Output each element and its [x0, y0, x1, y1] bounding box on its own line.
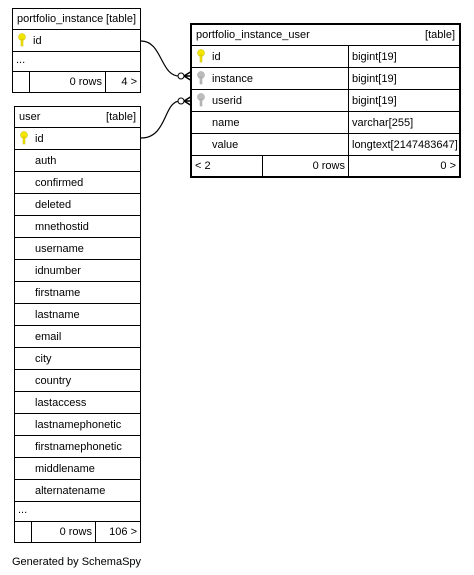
column-name: firstnamephonetic: [35, 441, 122, 453]
table-kind: [table]: [425, 29, 455, 41]
table-header: [15, 107, 140, 128]
column-name: userid: [212, 95, 242, 107]
column-row[interactable]: [15, 348, 140, 370]
table-name: portfolio_instance_user: [196, 29, 310, 41]
column-row[interactable]: [15, 172, 140, 194]
column-row[interactable]: [15, 436, 140, 458]
table-footer: [192, 156, 459, 176]
column-row[interactable]: [15, 392, 140, 414]
column-row-value[interactable]: [192, 134, 459, 156]
column-name: confirmed: [35, 177, 84, 189]
table-user[interactable]: [14, 106, 141, 543]
table-kind: [table]: [106, 111, 136, 123]
row-count: 0 rows: [59, 526, 92, 538]
table-name: user: [19, 111, 41, 123]
column-row-id[interactable]: [192, 46, 459, 68]
column-name: value: [212, 139, 239, 151]
column-type: longtext[2147483647]: [352, 139, 458, 151]
table-footer: [15, 522, 140, 542]
column-row[interactable]: [15, 194, 140, 216]
column-name: country: [35, 375, 72, 387]
relation-end-circle-instance: [178, 73, 184, 79]
column-type: varchar[255]: [352, 117, 414, 129]
table-name: portfolio_instance: [17, 13, 104, 25]
row-count: 0 rows: [69, 76, 102, 88]
children-count[interactable]: 106 >: [109, 526, 137, 538]
column-row[interactable]: [15, 216, 140, 238]
parents-count[interactable]: < 2: [195, 160, 211, 172]
column-name: lastname: [35, 309, 80, 321]
column-row[interactable]: [15, 414, 140, 436]
relation-line-userid: [141, 101, 181, 138]
column-name: name: [212, 117, 240, 129]
column-row[interactable]: [15, 150, 140, 172]
column-type: bigint[19]: [352, 95, 397, 107]
foreign-key-icon: [196, 71, 206, 85]
column-row[interactable]: [15, 304, 140, 326]
column-row[interactable]: [15, 480, 140, 502]
row-count: 0 rows: [312, 160, 345, 172]
column-name: username: [35, 243, 84, 255]
column-name: instance: [212, 73, 253, 85]
column-type: bigint[19]: [352, 51, 397, 63]
primary-key-icon: [196, 49, 206, 63]
column-name: email: [35, 331, 62, 343]
primary-key-icon: [17, 33, 27, 47]
column-row-userid[interactable]: [192, 90, 459, 112]
column-name: middlename: [35, 463, 95, 475]
table-portfolio-instance-user[interactable]: [190, 23, 461, 178]
table-header: [192, 25, 459, 46]
column-row[interactable]: [15, 458, 140, 480]
table-header: [13, 9, 140, 30]
column-row-instance[interactable]: [192, 68, 459, 90]
column-name: id: [33, 35, 42, 47]
column-name: auth: [35, 155, 57, 167]
column-row[interactable]: [15, 282, 140, 304]
children-count[interactable]: 4 >: [121, 76, 137, 88]
column-name: city: [35, 353, 52, 365]
column-name: id: [35, 133, 44, 145]
column-row[interactable]: [15, 326, 140, 348]
column-row[interactable]: [15, 370, 140, 392]
column-name: id: [212, 51, 221, 63]
column-name: deleted: [35, 199, 72, 211]
column-name: mnethostid: [35, 221, 89, 233]
table-footer: [13, 72, 140, 92]
foreign-key-icon: [196, 93, 206, 107]
relation-end-circle-userid: [178, 98, 184, 104]
column-row-id[interactable]: [13, 30, 140, 52]
column-name: idnumber: [35, 265, 81, 277]
column-name: alternatename: [35, 485, 106, 497]
column-name: lastnamephonetic: [35, 419, 122, 431]
table-portfolio-instance[interactable]: [12, 8, 141, 93]
generated-by-credit: Generated by SchemaSpy: [12, 556, 142, 568]
column-name: lastaccess: [35, 397, 87, 409]
more-columns-ellipsis: ...: [13, 52, 140, 72]
primary-key-icon: [19, 131, 29, 145]
column-row[interactable]: [15, 238, 140, 260]
column-name: firstname: [35, 287, 81, 299]
column-type: bigint[19]: [352, 73, 397, 85]
column-row-name[interactable]: [192, 112, 459, 134]
relation-line-instance: [141, 41, 181, 76]
column-row[interactable]: [15, 260, 140, 282]
table-kind: [table]: [106, 13, 136, 25]
column-row-id[interactable]: [15, 128, 140, 150]
children-count[interactable]: 0 >: [440, 160, 456, 172]
more-columns-ellipsis: ...: [15, 502, 140, 522]
